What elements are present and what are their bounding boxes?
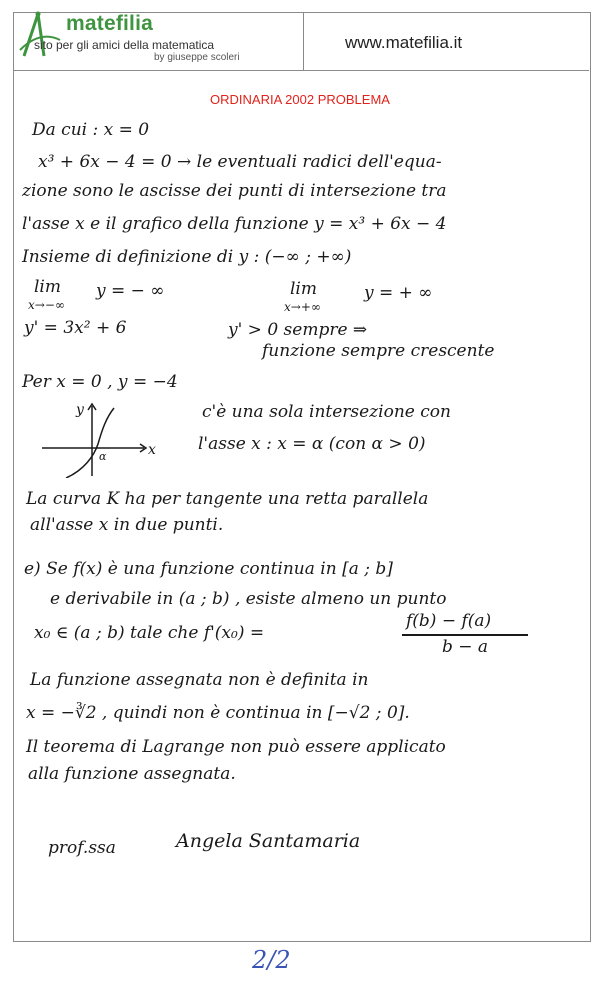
- line-15: e derivabile in (a ; b) , esiste almeno un punto: [50, 589, 447, 609]
- limit-pos-label: lim: [290, 279, 317, 299]
- line-14: e) Se f(x) è una funzione continua in [a ; b]: [24, 559, 393, 579]
- document-title: ORDINARIA 2002 PROBLEMA: [210, 92, 390, 107]
- signature-prefix: prof.ssa: [48, 838, 116, 858]
- line-5: Insieme di definizione di y : (−∞ ; +∞): [22, 247, 352, 267]
- line-10: c'è una sola intersezione con: [202, 402, 451, 422]
- line-20: alla funzione assegnata.: [28, 764, 236, 784]
- line-2: x³ + 6x − 4 = 0 → le eventuali radici dell'equa-: [38, 152, 442, 172]
- graph-y-label: y: [76, 402, 84, 418]
- line-8: funzione sempre crescente: [262, 341, 495, 361]
- fraction-numerator: f(b) − f(a): [406, 611, 492, 631]
- line-16: x₀ ∈ (a ; b) tale che f'(x₀) =: [34, 623, 265, 643]
- line-13: all'asse x in due punti.: [30, 515, 224, 535]
- website-url[interactable]: www.matefilia.it: [345, 33, 463, 52]
- line-4: l'asse x e il grafico della funzione y = x³ + 6x − 4: [22, 214, 447, 234]
- header-divider: [303, 12, 304, 70]
- line-7: y' = 3x² + 6: [24, 318, 127, 338]
- page-number: 2/2: [252, 946, 291, 974]
- fraction-bar: [402, 634, 528, 636]
- line-1: Da cui : x = 0: [32, 120, 150, 140]
- graph-root-label: α: [99, 450, 107, 463]
- limit-neg-sub: x→−∞: [28, 298, 65, 312]
- limit-pos-sub: x→+∞: [284, 300, 321, 314]
- fraction-denominator: b − a: [442, 637, 489, 657]
- line-12: La curva K ha per tangente una retta parallela: [26, 489, 429, 509]
- signature-name: Angela Santamaria: [176, 830, 361, 852]
- brand-name: matefilia: [66, 12, 153, 35]
- limit-pos-value: y = + ∞: [364, 283, 433, 303]
- line-19: Il teorema di Lagrange non può essere applicato: [26, 737, 446, 757]
- line-3: zione sono le ascisse dei punti di intersezione tra: [22, 181, 447, 201]
- brand-byline: by giuseppe scoleri: [154, 52, 240, 63]
- line-11: l'asse x : x = α (con α > 0): [198, 434, 426, 454]
- graph-x-label: x: [148, 442, 156, 458]
- line-17: La funzione assegnata non è definita in: [30, 670, 369, 690]
- brand-tagline: sito per gli amici della matematica: [34, 38, 215, 52]
- line-7b: y' > 0 sempre ⇒: [228, 320, 368, 340]
- line-18: x = −∛2 , quindi non è continua in [−√2 ; 0].: [26, 703, 410, 723]
- limit-neg-label: lim: [34, 277, 61, 297]
- graph-curve: [66, 408, 114, 478]
- line-9: Per x = 0 , y = −4: [22, 372, 178, 392]
- limit-neg-value: y = − ∞: [96, 281, 165, 301]
- function-graph: [36, 400, 166, 478]
